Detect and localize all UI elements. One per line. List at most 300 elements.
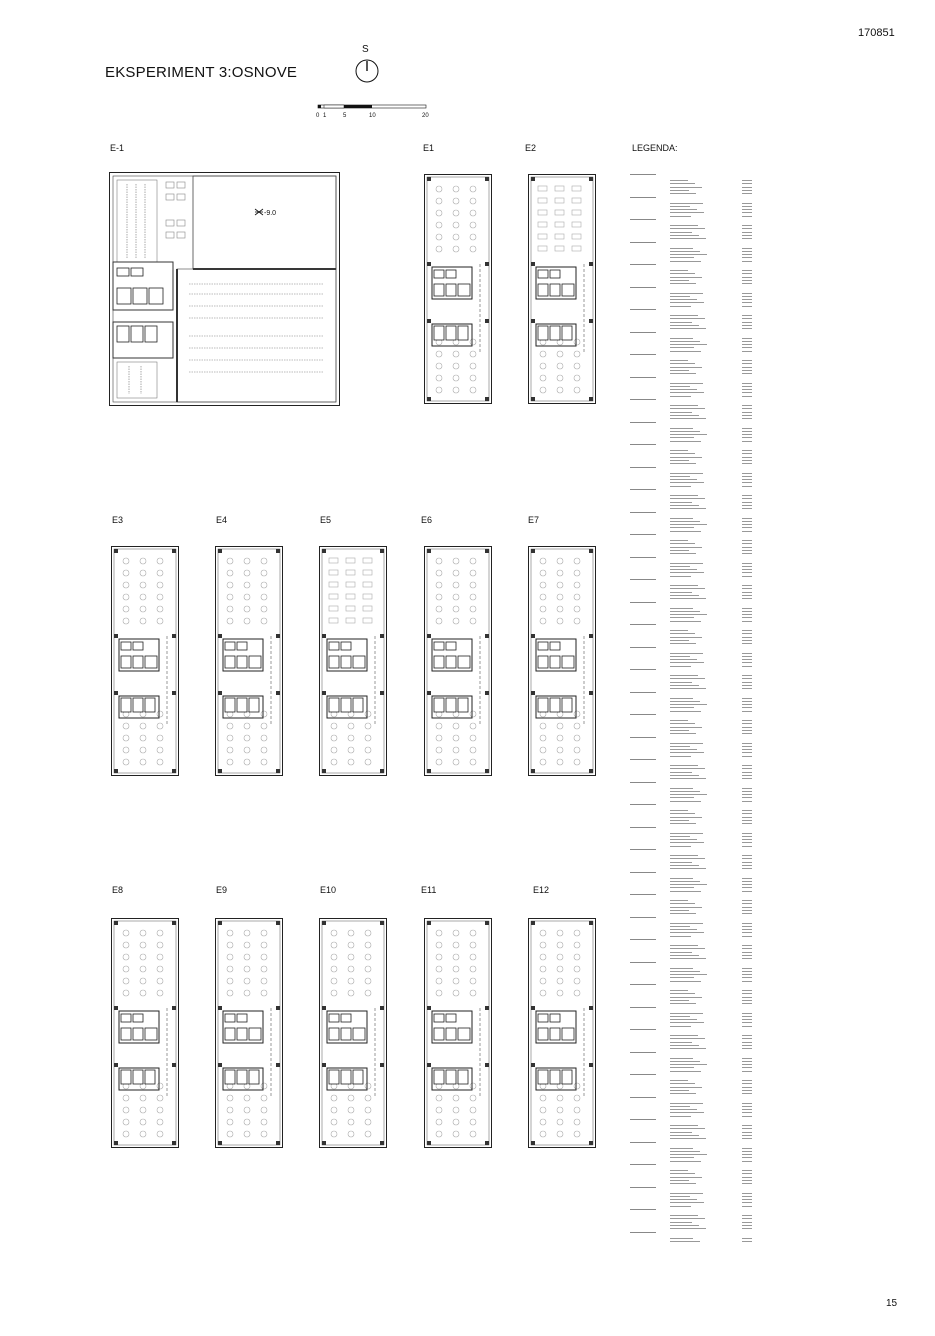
legend-group-row <box>630 534 656 535</box>
legend-row <box>670 325 699 326</box>
legend-group-row <box>630 557 656 558</box>
legend-row <box>670 913 696 914</box>
legend-row <box>670 595 699 596</box>
legend-row <box>670 653 703 654</box>
legend-row <box>670 370 689 371</box>
legend-row <box>670 479 697 480</box>
legend-row <box>670 746 690 747</box>
legend-row-value <box>742 553 752 554</box>
legend-row <box>670 1241 700 1242</box>
legend-row <box>670 225 698 226</box>
legend-row <box>670 187 702 188</box>
legend-row <box>670 569 697 570</box>
legend-row-value <box>742 585 752 586</box>
legend-row-value <box>742 678 752 679</box>
legend-row-value <box>742 704 752 705</box>
legend-row-value <box>742 903 752 904</box>
legend-row <box>670 351 701 352</box>
scale-tick-label: 1 <box>323 113 327 119</box>
legend-row <box>670 1090 689 1091</box>
legend-row-value <box>742 900 752 901</box>
legend-row <box>670 270 688 271</box>
legend-row <box>670 428 693 429</box>
legend-row <box>670 614 707 615</box>
plan-label: E9 <box>216 885 228 895</box>
legend-row <box>670 884 707 885</box>
legend-row <box>670 572 704 573</box>
legend-row-value <box>742 720 752 721</box>
legend-row-value <box>742 367 752 368</box>
legend-row <box>670 598 706 599</box>
legend-row-value <box>742 251 752 252</box>
legend-row <box>670 794 707 795</box>
legend-row <box>670 891 701 892</box>
legend-row-value <box>742 1042 752 1043</box>
level-mark: -9.0 <box>264 210 277 217</box>
legend-row-value <box>742 1206 752 1207</box>
legend-row <box>670 637 702 638</box>
legend-row-value <box>742 325 752 326</box>
legend-row-value <box>742 463 752 464</box>
legend-row-value <box>742 1064 752 1065</box>
legend-row-value <box>742 437 752 438</box>
legend-row-value <box>742 408 752 409</box>
legend-row-value <box>742 756 752 757</box>
legend-row-value <box>742 392 752 393</box>
legend-row-value <box>742 1106 752 1107</box>
legend-row-value <box>742 884 752 885</box>
legend-row <box>670 254 707 255</box>
legend-row <box>670 338 693 339</box>
legend-row-value <box>742 1013 752 1014</box>
legend-row-value <box>742 801 752 802</box>
legend-row-value <box>742 608 752 609</box>
legend-row-value <box>742 277 752 278</box>
legend-group-row <box>630 264 656 265</box>
legend-row <box>670 749 697 750</box>
legend-row <box>670 791 700 792</box>
sheet-title: EKSPERIMENT 3:OSNOVE <box>105 64 298 81</box>
legend-row <box>670 405 698 406</box>
legend-row <box>670 392 704 393</box>
legend-row <box>670 1093 696 1094</box>
legend-group-row <box>630 309 656 310</box>
legend-row <box>670 344 707 345</box>
legend-row <box>670 453 695 454</box>
legend-row-value <box>742 952 752 953</box>
legend-row-value <box>742 1157 752 1158</box>
plan-label: E11 <box>421 885 437 895</box>
legend-row-value <box>742 518 752 519</box>
legend-row-value <box>742 865 752 866</box>
legend-row-value <box>742 261 752 262</box>
legend-row <box>670 473 703 474</box>
floor-plan-e4 <box>215 546 283 776</box>
legend-row <box>670 611 700 612</box>
legend-row <box>670 347 694 348</box>
legend-row <box>670 209 697 210</box>
legend-row <box>670 585 698 586</box>
legend-row-value <box>742 1058 752 1059</box>
legend-row <box>670 842 704 843</box>
legend-row-value <box>742 974 752 975</box>
legend-row <box>670 685 699 686</box>
legend-row <box>670 948 705 949</box>
legend-row <box>670 836 690 837</box>
legend-group-row <box>630 1209 656 1210</box>
legend-row-value <box>742 1132 752 1133</box>
legend-row-value <box>742 977 752 978</box>
legend-row-value <box>742 765 752 766</box>
legend-row <box>670 1112 704 1113</box>
legend-row-value <box>742 842 752 843</box>
legend-row-value <box>742 862 752 863</box>
legend-row-value <box>742 1035 752 1036</box>
legend-row <box>670 936 691 937</box>
legend-row-value <box>742 206 752 207</box>
floor-plan-e6 <box>424 546 492 776</box>
legend-row <box>670 299 697 300</box>
legend-row-value <box>742 187 752 188</box>
legend-row <box>670 678 705 679</box>
legend-row <box>670 418 706 419</box>
legend-group-row <box>630 782 656 783</box>
legend-row-value <box>742 768 752 769</box>
legend-row-value <box>742 441 752 442</box>
legend-row-value <box>742 344 752 345</box>
legend-row-value <box>742 936 752 937</box>
legend-row-value <box>742 1038 752 1039</box>
legend-row <box>670 990 688 991</box>
legend-row-value <box>742 666 752 667</box>
legend-row <box>670 521 700 522</box>
legend-row-value <box>742 993 752 994</box>
legend-group-row <box>630 467 656 468</box>
legend-row <box>670 505 699 506</box>
legend-row-value <box>742 383 752 384</box>
floor-plan-e1 <box>424 174 492 404</box>
legend-row-value <box>742 328 752 329</box>
legend-group-row <box>630 1187 656 1188</box>
legend-group-row <box>630 219 656 220</box>
legend-row-value <box>742 640 752 641</box>
legend-row <box>670 974 707 975</box>
legend-row-value <box>742 955 752 956</box>
legend-row <box>670 1064 707 1065</box>
legend-group-row <box>630 894 656 895</box>
legend-row-value <box>742 1193 752 1194</box>
legend-row <box>670 283 696 284</box>
plan-label: E4 <box>216 515 228 525</box>
legend-group-row <box>630 827 656 828</box>
legend-row-value <box>742 743 752 744</box>
legend-row <box>670 881 700 882</box>
legend-row <box>670 833 703 834</box>
legend-row <box>670 701 700 702</box>
legend-row <box>670 1103 703 1104</box>
legend-row <box>670 971 700 972</box>
plan-label: E7 <box>528 515 540 525</box>
legend-row <box>670 711 701 712</box>
legend-row <box>670 318 705 319</box>
legend-row-value <box>742 473 752 474</box>
legend-row-value <box>742 180 752 181</box>
legend-row-value <box>742 415 752 416</box>
legend-row-value <box>742 563 752 564</box>
legend-row-value <box>742 1170 752 1171</box>
legend-row <box>670 341 700 342</box>
legend-row-value <box>742 772 752 773</box>
legend-row-value <box>742 1045 752 1046</box>
legend-group-row <box>630 287 656 288</box>
legend-row-value <box>742 412 752 413</box>
legend-row <box>670 431 700 432</box>
scale-tick-label: 5 <box>343 113 347 119</box>
legend-row-value <box>742 1112 752 1113</box>
legend-row <box>670 865 699 866</box>
legend-row-value <box>742 858 752 859</box>
north-arrow-icon <box>352 44 382 84</box>
legend-table <box>626 168 756 1248</box>
legend-row-value <box>742 283 752 284</box>
legend-row-value <box>742 981 752 982</box>
legend-row-value <box>742 238 752 239</box>
legend-group-row <box>630 602 656 603</box>
legend-row-value <box>742 183 752 184</box>
legend-row <box>670 775 699 776</box>
legend-row <box>670 910 689 911</box>
legend-row <box>670 1109 697 1110</box>
legend-row <box>670 1003 696 1004</box>
legend-row <box>670 248 693 249</box>
legend-row-value <box>742 495 752 496</box>
legend-row-value <box>742 752 752 753</box>
legend-row <box>670 1138 706 1139</box>
legend-row-value <box>742 386 752 387</box>
legend-row-value <box>742 248 752 249</box>
legend-row <box>670 261 701 262</box>
legend-group-row <box>630 804 656 805</box>
legend-row-value <box>742 810 752 811</box>
legend-row-value <box>742 723 752 724</box>
legend-row-value <box>742 656 752 657</box>
legend-row <box>670 1116 691 1117</box>
legend-row <box>670 993 695 994</box>
legend-row-value <box>742 817 752 818</box>
legend-row-value <box>742 1019 752 1020</box>
scale-tick-label: 10 <box>369 113 376 119</box>
legend-row-value <box>742 823 752 824</box>
legend-row <box>670 524 707 525</box>
legend-row-value <box>742 887 752 888</box>
plan-label: E12 <box>533 885 550 895</box>
legend-row-value <box>742 341 752 342</box>
legend-row <box>670 1193 703 1194</box>
legend-row-value <box>742 727 752 728</box>
floor-plan-e12 <box>528 918 596 1148</box>
legend-row-value <box>742 1116 752 1117</box>
floor-plan-e7 <box>528 546 596 776</box>
legend-row <box>670 666 691 667</box>
legend-group-row <box>630 1007 656 1008</box>
legend-group-row <box>630 174 656 175</box>
legend-row-value <box>742 701 752 702</box>
legend-row-value <box>742 932 752 933</box>
legend-row-value <box>742 1241 752 1242</box>
legend-row-value <box>742 588 752 589</box>
legend-row-value <box>742 508 752 509</box>
legend-row <box>670 396 691 397</box>
legend-row <box>670 862 692 863</box>
legend-group-row <box>630 579 656 580</box>
legend-row-value <box>742 707 752 708</box>
legend-row <box>670 926 690 927</box>
legend-row <box>670 566 690 567</box>
legend-row <box>670 434 707 435</box>
legend-row-value <box>742 730 752 731</box>
plan-label: E2 <box>525 143 537 153</box>
legend-row-value <box>742 1180 752 1181</box>
legend-row-value <box>742 1154 752 1155</box>
legend-row <box>670 839 697 840</box>
legend-row <box>670 476 690 477</box>
legend-row <box>670 441 701 442</box>
legend-row <box>670 183 695 184</box>
legend-row <box>670 508 706 509</box>
legend-row <box>670 977 694 978</box>
legend-row <box>670 981 701 982</box>
legend-row-value <box>742 1148 752 1149</box>
legend-row-value <box>742 347 752 348</box>
legend-row-value <box>742 569 752 570</box>
legend-row-value <box>742 643 752 644</box>
legend-row-value <box>742 592 752 593</box>
legend-row-value <box>742 971 752 972</box>
legend-row-value <box>742 1083 752 1084</box>
legend-row <box>670 415 699 416</box>
legend-row <box>670 707 694 708</box>
legend-row <box>670 688 706 689</box>
legend-row-value <box>742 299 752 300</box>
legend-row <box>670 1183 696 1184</box>
legend-row <box>670 408 705 409</box>
legend-row <box>670 778 706 779</box>
legend-row <box>670 727 702 728</box>
legend-row-value <box>742 733 752 734</box>
legend-group-row <box>630 714 656 715</box>
legend-row-value <box>742 396 752 397</box>
legend-row <box>670 659 697 660</box>
legend-row <box>670 383 703 384</box>
legend-row-value <box>742 576 752 577</box>
legend-row-value <box>742 1109 752 1110</box>
legend-row <box>670 1177 702 1178</box>
legend-row <box>670 704 707 705</box>
legend-row-value <box>742 881 752 882</box>
legend-row <box>670 315 698 316</box>
legend-row <box>670 206 690 207</box>
legend-row-value <box>742 453 752 454</box>
legend-row <box>670 1135 699 1136</box>
legend-row <box>670 450 688 451</box>
legend-row-value <box>742 797 752 798</box>
legend-row <box>670 322 692 323</box>
legend-row-value <box>742 836 752 837</box>
legend-row-value <box>742 502 752 503</box>
floor-plan-e10 <box>319 918 387 1148</box>
floor-plan-e5 <box>319 546 387 776</box>
legend-group-row <box>630 917 656 918</box>
legend-group-row <box>630 399 656 400</box>
legend-row <box>670 640 689 641</box>
legend-row-value <box>742 839 752 840</box>
legend-row <box>670 797 694 798</box>
legend-row <box>670 887 694 888</box>
legend-row-value <box>742 1222 752 1223</box>
legend-row-value <box>742 891 752 892</box>
north-label: S <box>362 44 369 55</box>
legend-row <box>670 1151 700 1152</box>
legend-row <box>670 531 701 532</box>
legend-row-value <box>742 1228 752 1229</box>
legend-row <box>670 952 692 953</box>
legend-row-value <box>742 1125 752 1126</box>
legend-group-row <box>630 1029 656 1030</box>
legend-row-value <box>742 929 752 930</box>
legend-row-value <box>742 315 752 316</box>
legend-row <box>670 813 695 814</box>
legend-row-value <box>742 486 752 487</box>
plan-label: E-1 <box>110 143 125 153</box>
legend-row <box>670 228 705 229</box>
legend-row-value <box>742 1199 752 1200</box>
legend-row <box>670 367 702 368</box>
legend-row-value <box>742 1173 752 1174</box>
legend-group-row <box>630 984 656 985</box>
legend-row <box>670 527 694 528</box>
legend-group-row <box>630 242 656 243</box>
legend-row <box>670 190 689 191</box>
legend-row <box>670 460 689 461</box>
legend-row-value <box>742 682 752 683</box>
legend-row-value <box>742 907 752 908</box>
floor-plan-e9 <box>215 918 283 1148</box>
legend-title: LEGENDA: <box>632 143 678 153</box>
legend-row <box>670 801 701 802</box>
legend-row <box>670 592 692 593</box>
legend-row <box>670 617 694 618</box>
legend-group-row <box>630 759 656 760</box>
floor-plan-e2 <box>528 174 596 404</box>
legend-row-value <box>742 293 752 294</box>
legend-row-value <box>742 190 752 191</box>
legend-row <box>670 328 706 329</box>
legend-row <box>670 1225 699 1226</box>
legend-row <box>670 630 688 631</box>
legend-group-row <box>630 422 656 423</box>
legend-row <box>670 723 695 724</box>
legend-row-value <box>742 225 752 226</box>
legend-row <box>670 482 704 483</box>
legend-row <box>670 1087 702 1088</box>
legend-row <box>670 216 691 217</box>
legend-group-row <box>630 332 656 333</box>
legend-row-value <box>742 431 752 432</box>
legend-row-value <box>742 913 752 914</box>
legend-row-value <box>742 1161 752 1162</box>
legend-group-row <box>630 692 656 693</box>
legend-row <box>670 547 702 548</box>
